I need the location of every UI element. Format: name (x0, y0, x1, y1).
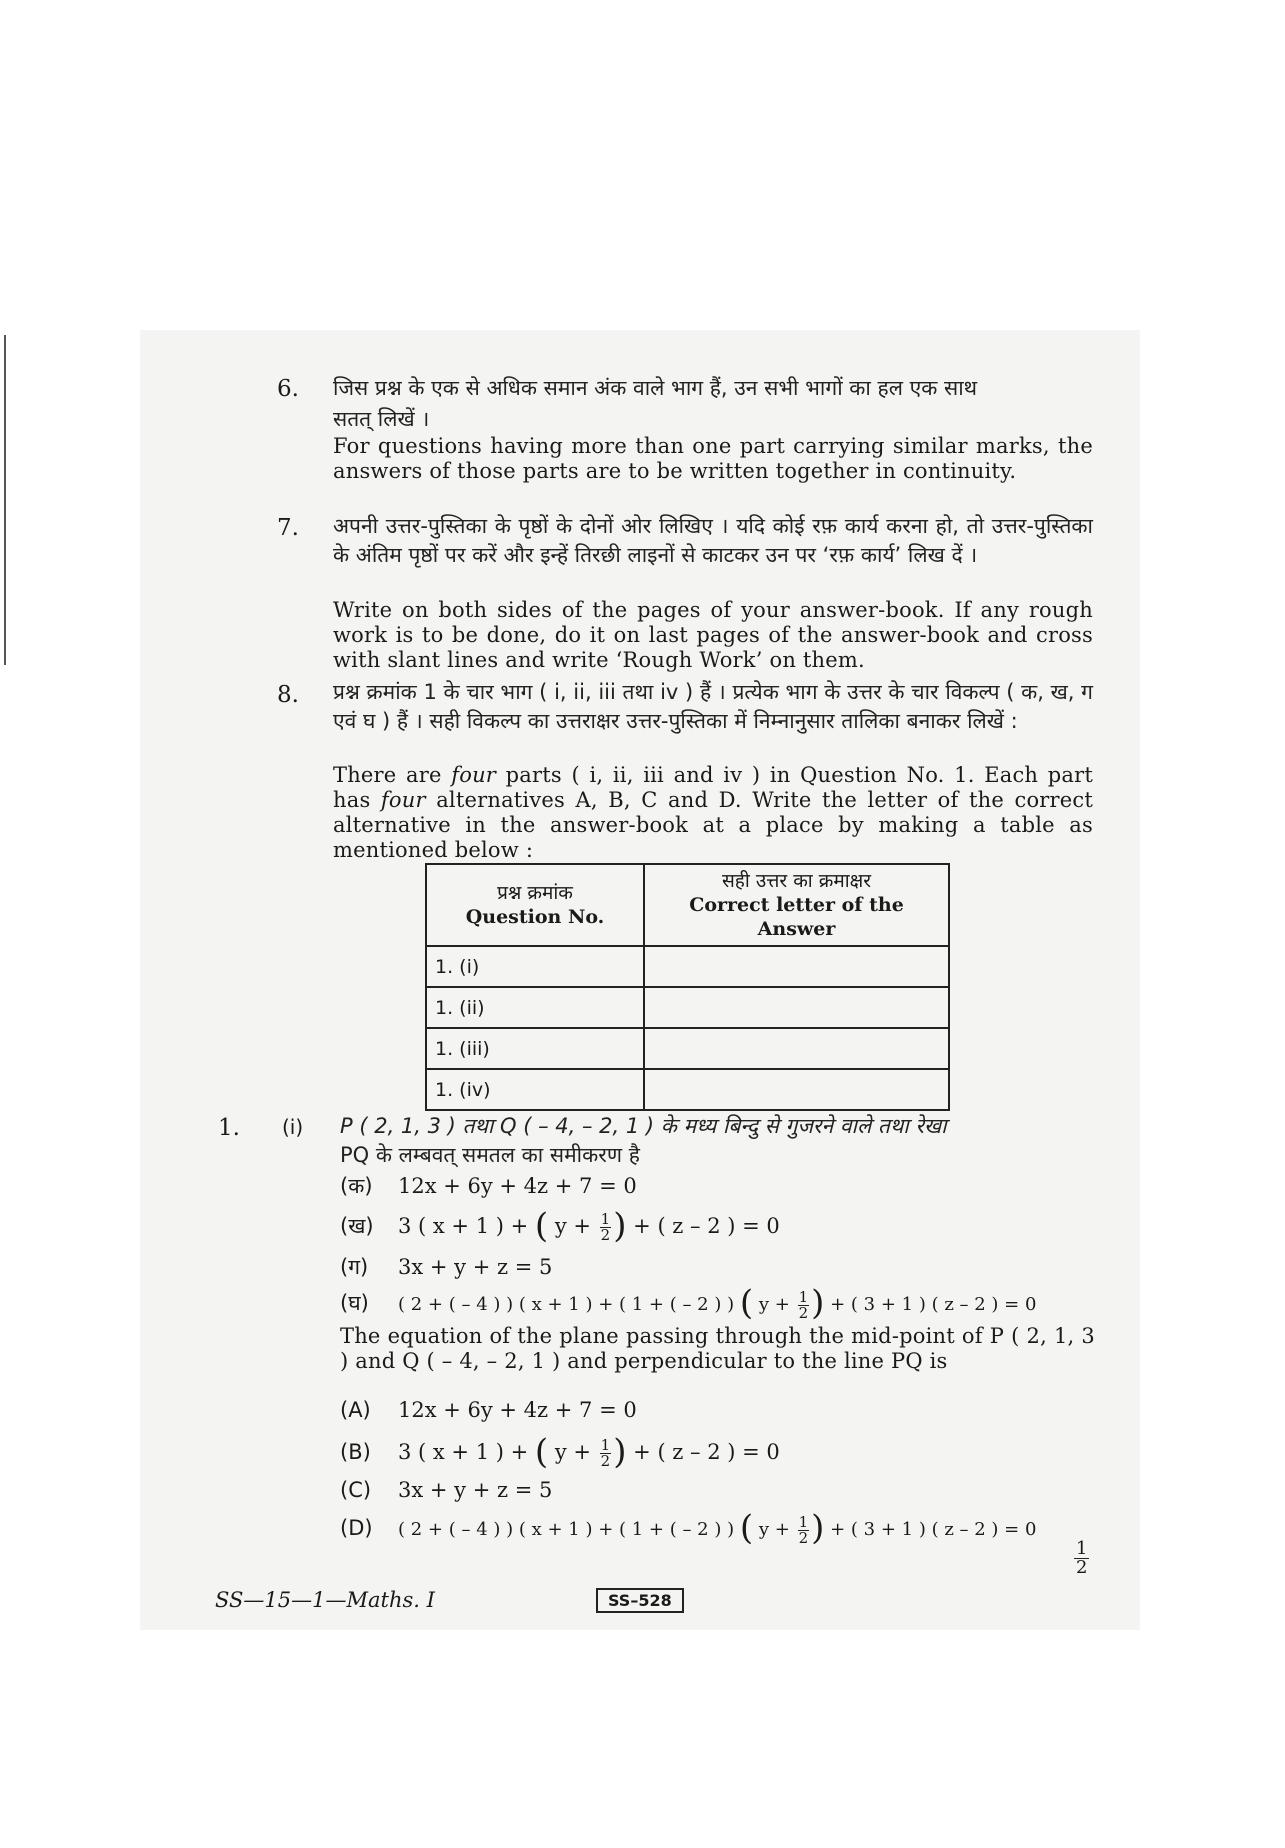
question-part: (i) (282, 1115, 304, 1139)
instruction-6-english: For questions having more than one part carrying similar marks, the answers of those parts are to be written together in continuity. (333, 434, 1093, 483)
instruction-7-number: 7. (277, 515, 299, 541)
question-hindi-line1: P ( 2, 1, 3 ) तथा Q ( – 4, – 2, 1 ) के मध्य बिन्दु से गुजरने वाले तथा रेखा (340, 1114, 947, 1138)
question-no-header: प्रश्न क्रमांक Question No. (426, 864, 644, 946)
table-row: 1. (iii) (426, 1028, 949, 1069)
table-row: 1. (iv) (426, 1069, 949, 1110)
option-b: (B) 3 ( x + 1 ) + ( y + $\frac{1}{2}$ ) + ( z – 2 ) = 0 (340, 1432, 780, 1472)
question-number: 1. (218, 1115, 240, 1141)
option-kha: (ख) 3 ( x + 1 ) + ( y + $\frac{1}{2}$ ) + ( z – 2 ) = 0 (340, 1206, 780, 1246)
option-ga: (ग) 3x + y + z = 5 (340, 1255, 553, 1279)
option-a: (A) 12x + 6y + 4z + 7 = 0 (340, 1398, 637, 1422)
option-d: (D) ( 2 + ( – 4 ) ) ( x + 1 ) + ( 1 + ( – 2 ) ) ( y + $\frac{1}{2}$ ) + ( 3 + 1 ) ( z – 2 ) = 0 (340, 1508, 1037, 1548)
instruction-8-hindi: प्रश्न क्रमांक 1 के चार भाग ( i, ii, iii तथा iv ) हैं । प्रत्येक भाग के उत्तर के चार विकल्प ( क, ख, ग एवं घ ) हैं । सही विकल्प का उत्तराक्षर उत्तर-पुस्तिका में निम्नानुसार तालिका बनाकर लिखें : (333, 680, 1093, 733)
instruction-7-hindi: अपनी उत्तर-पुस्तिका के पृष्ठों के दोनों ओर लिखिए । यदि कोई रफ़ कार्य करना हो, तो उत्तर-पुस्तिका के अंतिम पृष्ठों पर करें और इन्हें तिरछी लाइनों से काटकर उन पर ‘रफ़ कार्य’ लिख दें । (333, 514, 1093, 567)
instruction-7-english: Write on both sides of the pages of your answer-book. If any rough work is to be done, do it on last pages of the answer-book and cross with slant lines and write ‘Rough Work’ on them. (333, 598, 1093, 672)
table-header-row (426, 864, 949, 946)
question-hindi-line2: PQ के लम्बवत् समतल का समीकरण है (340, 1143, 640, 1167)
correct-letter-header: सही उत्तर का क्रमाक्षर Correct letter of the Answer (644, 864, 949, 946)
instruction-8-number: 8. (277, 682, 299, 708)
answer-letter-table (425, 863, 950, 1111)
instruction-8-english: There are four parts ( i, ii, iii and iv ) in Question No. 1. Each part has four alternatives A, B, C and D. Write the letter of the correct alternative in the answer-book at a place by making a table as mentioned below : (333, 763, 1094, 862)
option-ka: (क) 12x + 6y + 4z + 7 = 0 (340, 1174, 637, 1198)
series-code-box: SS–528 (596, 1588, 684, 1613)
paper-code: SS—15—1—Maths. I (215, 1588, 435, 1612)
instruction-6-hindi-line2: सतत् लिखें । (333, 407, 430, 431)
question-english: The equation of the plane passing through the mid-point of P ( 2, 1, 3 ) and Q ( – 4, – 2, 1 ) and perpendicular to the line PQ is (340, 1324, 1095, 1373)
table-row: 1. (i) (426, 946, 949, 987)
option-c: (C) 3x + y + z = 5 (340, 1478, 553, 1502)
table-row: 1. (ii) (426, 987, 949, 1028)
option-gha: (घ) ( 2 + ( – 4 ) ) ( x + 1 ) + ( 1 + ( – 2 ) ) ( y + $\frac{1}{2}$ ) + ( 3 + 1 ) ( z – 2 ) = 0 (340, 1283, 1037, 1323)
marks-fraction: $\frac{1}{2}$ (1076, 1538, 1088, 1578)
instruction-6-number: 6. (277, 376, 299, 402)
instruction-6-hindi-line1: जिस प्रश्न के एक से अधिक समान अंक वाले भाग हैं, उन सभी भागों का हल एक साथ (333, 376, 978, 400)
